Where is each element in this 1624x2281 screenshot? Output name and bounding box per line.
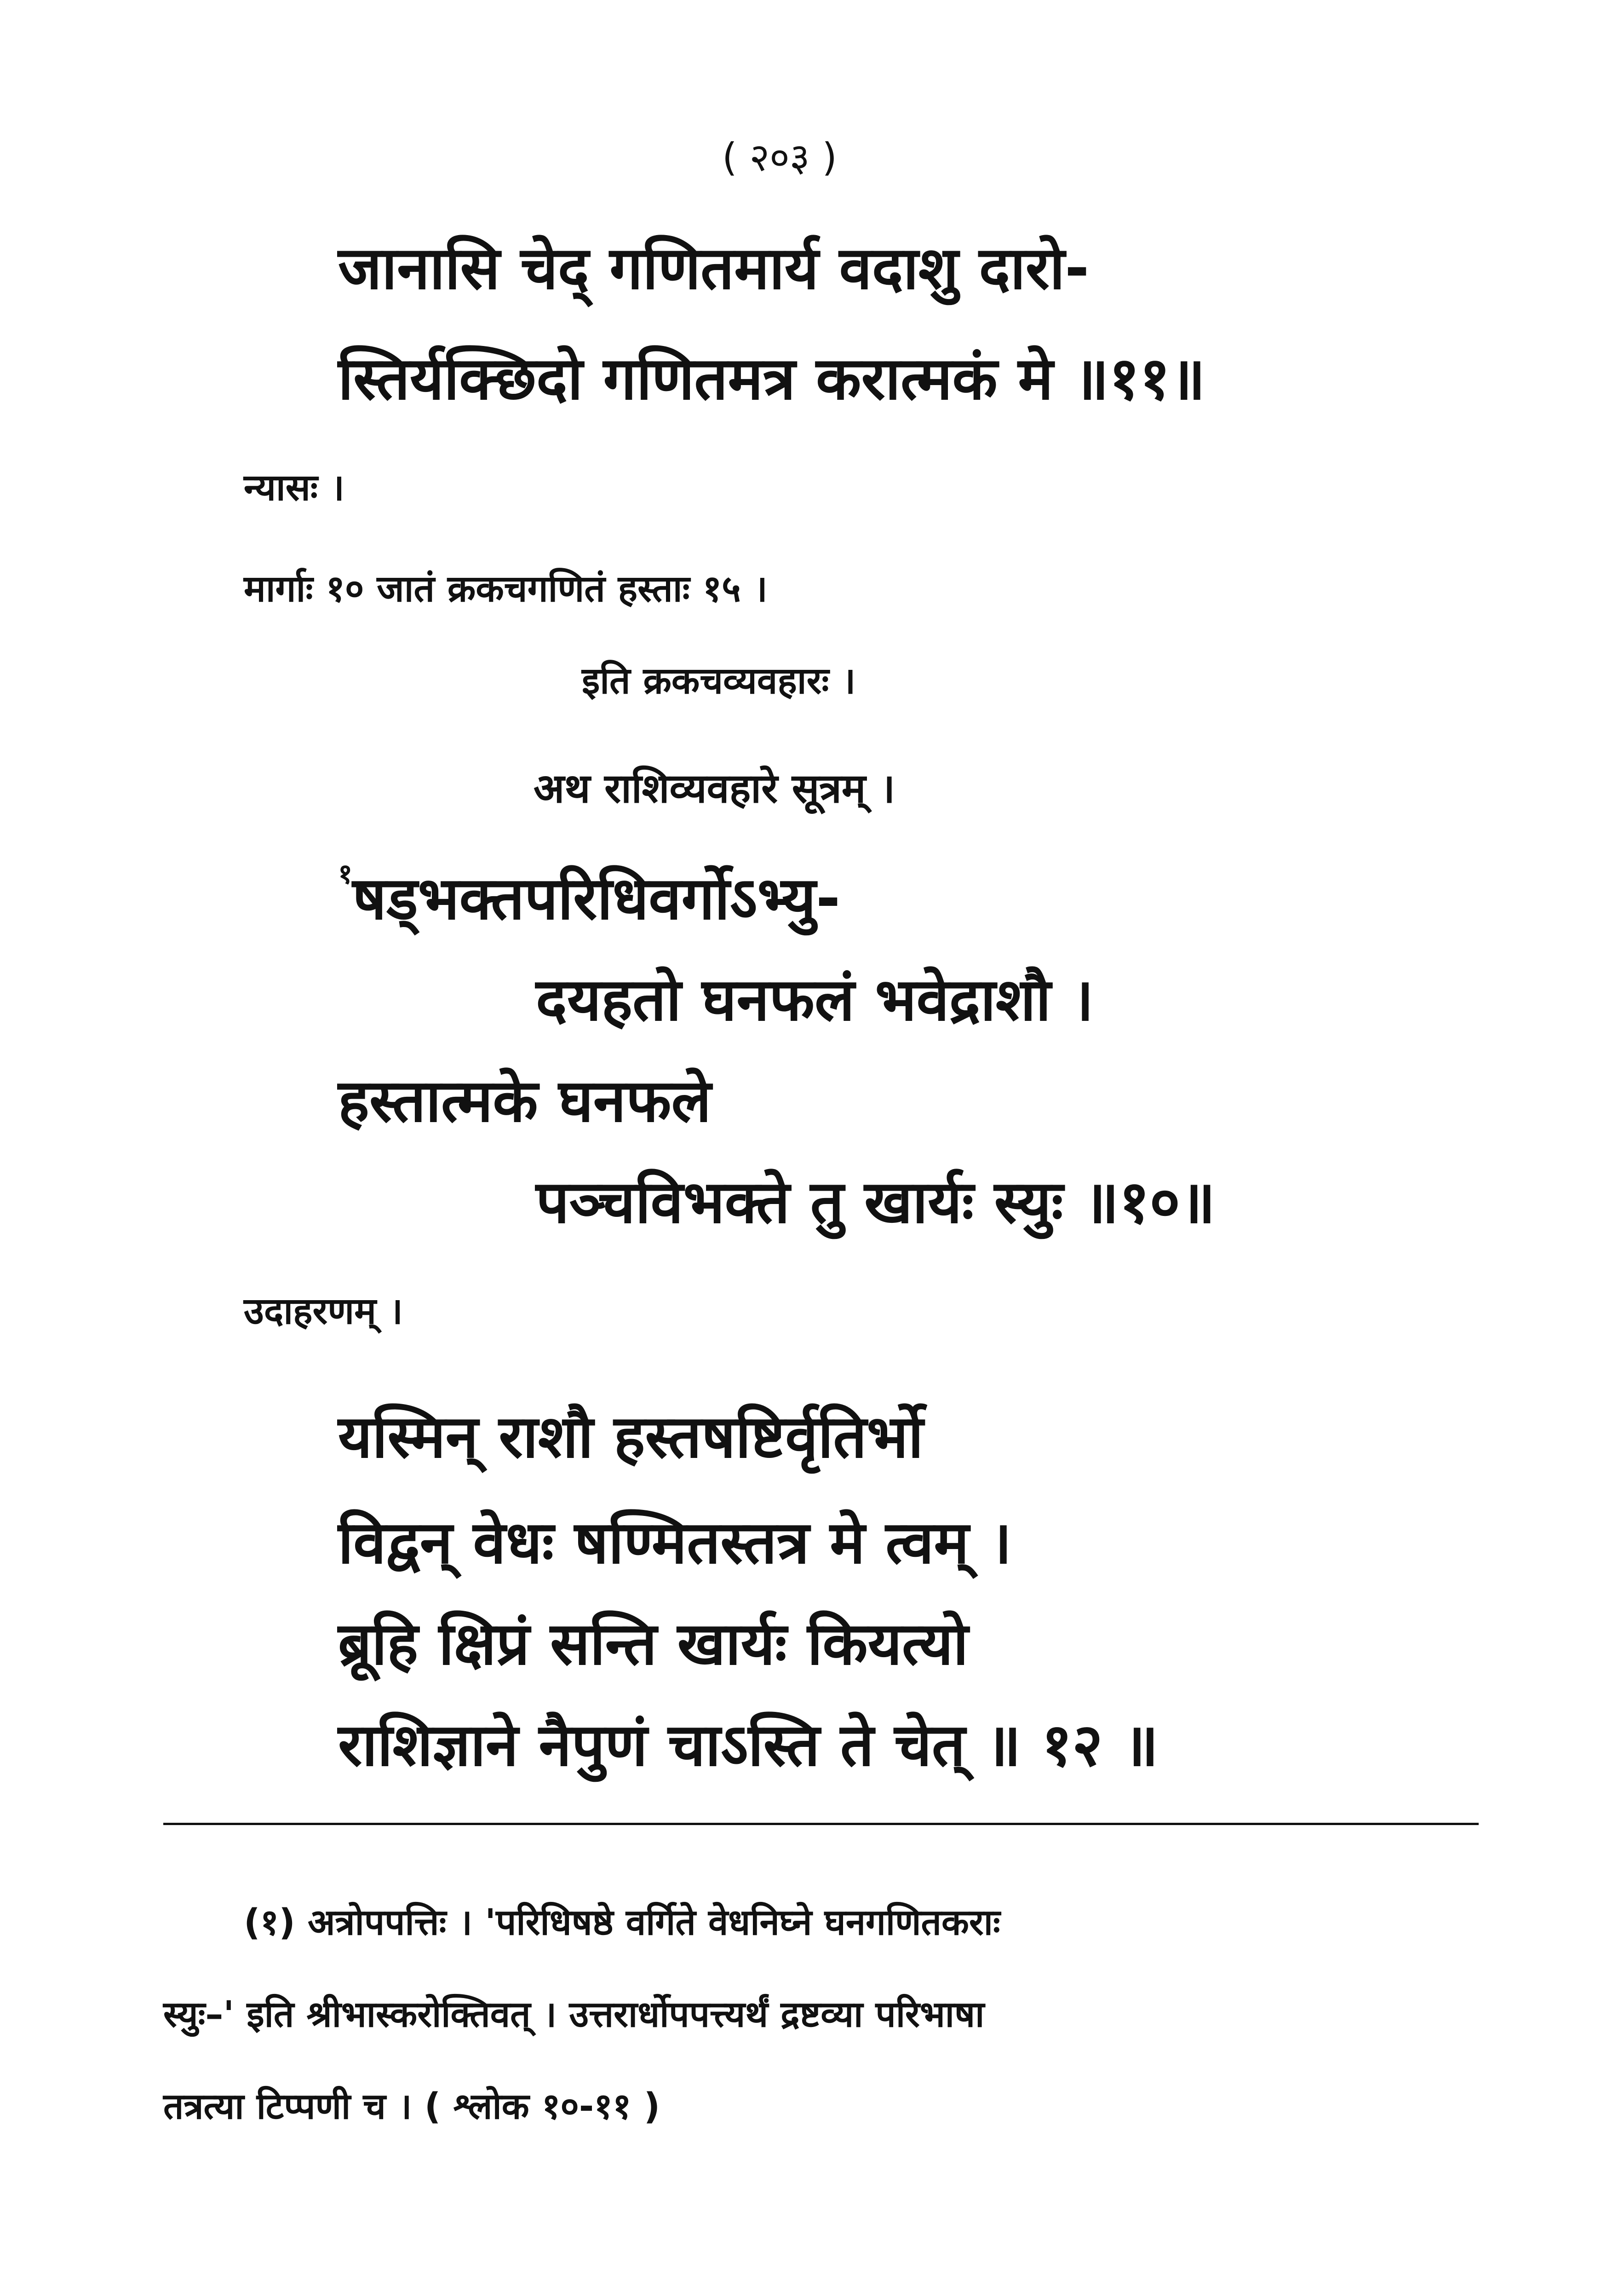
footnote-marker: १	[338, 858, 353, 890]
verse-line: ब्रूहि क्षिप्रं सन्ति खार्यः कियत्यो	[338, 1610, 969, 1678]
sutra-line: हस्तात्मके घनफले	[338, 1067, 712, 1135]
footnote-line: (१) अत्रोपपत्तिः । 'परिधिषष्ठे वर्गिते वेधनिघ्ने घनगणितकराः	[244, 1902, 1000, 1943]
sutra-line: पञ्चविभक्ते तु खार्यः स्युः ॥१०॥	[536, 1168, 1216, 1237]
footnote-line: स्युः–' इति श्रीभास्करोक्तिवत् । उत्तरार्धोपपत्त्यर्थं द्रष्टव्या परिभाषा	[163, 1994, 985, 2035]
sutra-line	[338, 858, 841, 933]
nyasa-label: न्यासः ।	[244, 466, 345, 509]
verse-line: जानासि चेद् गणितमार्य वदाशु दारो-	[338, 234, 1090, 303]
sutra-text: षड्भक्तपरिधिवर्गोऽभ्यु-	[352, 864, 841, 933]
verse-line: विद्वन् वेधः षण्मितस्तत्र मे त्वम् ।	[338, 1509, 1012, 1577]
verse-line: राशिज्ञाने नैपुणं चाऽस्ति ते चेत् ॥ १२ ॥	[338, 1711, 1159, 1780]
udaharana-label: उदाहरणम् ।	[244, 1290, 403, 1332]
nyasa-line: मार्गाः १० जातं क्रकचगणितं हस्ताः १५ ।	[244, 567, 768, 610]
section-heading: अथ राशिव्यवहारे सूत्रम् ।	[534, 765, 895, 812]
verse-line: स्तिर्यक्छिदो गणितमत्र करात्मकं मे ॥११॥	[338, 345, 1205, 413]
page-number: ( २०३ )	[722, 135, 837, 180]
footnote-line: तत्रत्या टिप्पणी च । ( श्लोक १०-११ )	[163, 2086, 660, 2127]
iti-line: इति क्रकचव्यवहारः ।	[582, 659, 856, 702]
verse-line: यस्मिन् राशौ हस्तषष्टिर्वृतिर्भो	[338, 1403, 924, 1471]
sutra-line: दयहतो घनफलं भवेद्राशौ ।	[536, 966, 1094, 1034]
footnote-divider	[163, 1823, 1479, 1825]
